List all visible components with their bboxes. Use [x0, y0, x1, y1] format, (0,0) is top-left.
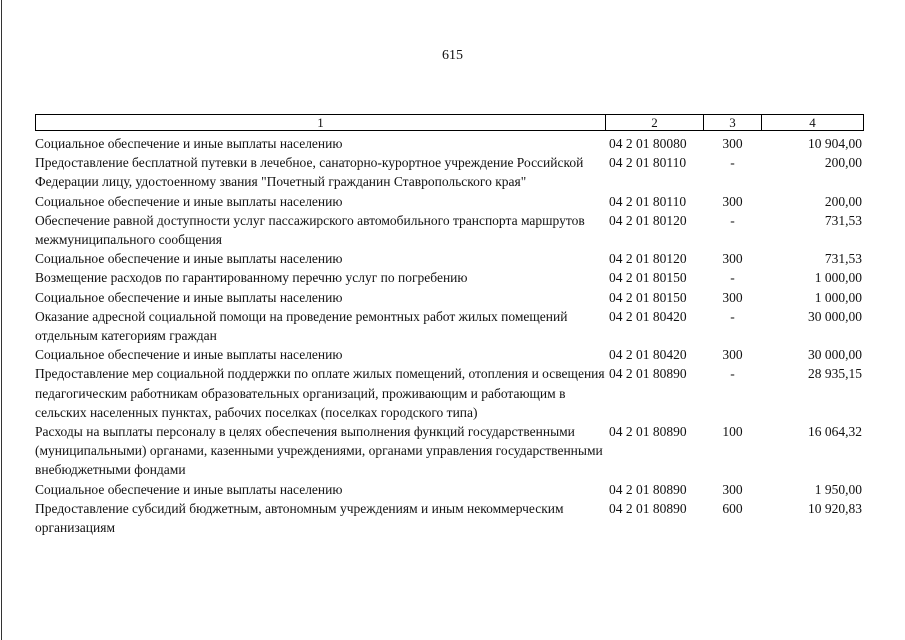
table-row	[35, 134, 864, 153]
row-amount: 200,00	[824, 155, 862, 171]
row-code: 04 2 01 80890	[609, 500, 687, 516]
row-code: 04 2 01 80150	[609, 270, 687, 286]
row-type: 300	[722, 251, 743, 267]
header-col-3: 3	[729, 115, 736, 130]
row-description: Социальное обеспечение и иные выплаты населению	[35, 347, 343, 363]
row-code: 04 2 01 80420	[609, 308, 687, 324]
header-col-4: 4	[809, 115, 816, 130]
row-type: 100	[722, 424, 743, 440]
row-description: Социальное обеспечение и иные выплаты населению	[35, 289, 343, 305]
row-code: 04 2 01 80110	[609, 155, 687, 171]
table-row	[35, 345, 864, 364]
table-row	[35, 288, 864, 307]
table-row	[35, 192, 864, 211]
row-type: 300	[722, 289, 743, 305]
table-row	[35, 211, 864, 249]
row-description: Социальное обеспечение и иные выплаты населению	[35, 193, 343, 209]
table-row	[35, 422, 864, 480]
row-type: 300	[722, 347, 743, 363]
row-description: Социальное обеспечение и иные выплаты населению	[35, 136, 343, 151]
row-description: Расходы на выплаты персоналу в целях обеспечения выполнения функций государственными (муниципальными) органами, казенными учреждениями, органами управления государственными внебюджетными фондами	[35, 424, 603, 478]
table-row	[35, 480, 864, 499]
row-type: 600	[722, 500, 743, 516]
row-amount: 30 000,00	[808, 308, 862, 324]
row-description: Предоставление мер социальной поддержки по оплате жилых помещений, отопления и освещения педагогическим работникам образовательных организаций, проживающим и работающим в сельских населенных пунктах, рабочих поселках (поселках городского типа)	[35, 366, 605, 420]
row-type: 300	[722, 481, 743, 497]
row-description: Социальное обеспечение и иные выплаты населению	[35, 251, 343, 267]
row-amount: 1 950,00	[814, 481, 862, 497]
table-row	[35, 249, 864, 268]
budget-table	[35, 134, 864, 537]
row-amount: 200,00	[824, 193, 862, 209]
row-description: Предоставление субсидий бюджетным, автономным учреждениям и иным некоммерческим организациям	[35, 500, 564, 536]
table-row	[35, 364, 864, 422]
row-code: 04 2 01 80080	[609, 136, 687, 151]
row-amount: 30 000,00	[808, 347, 862, 363]
table-row	[35, 499, 864, 537]
table-row	[35, 153, 864, 191]
row-description: Обеспечение равной доступности услуг пассажирского автомобильного транспорта маршрутов межмуниципального сообщения	[35, 212, 585, 248]
row-type: -	[730, 270, 735, 286]
row-code: 04 2 01 80890	[609, 481, 687, 497]
row-type: 300	[722, 193, 743, 209]
table-row	[35, 268, 864, 287]
row-type: -	[730, 308, 735, 324]
page-number: 615	[442, 48, 463, 63]
row-type: -	[730, 155, 735, 171]
page-left-edge	[1, 0, 2, 640]
row-description: Оказание адресной социальной помощи на проведение ремонтных работ жилых помещений отдельным категориям граждан	[35, 308, 568, 344]
row-amount: 10 904,00	[808, 136, 862, 151]
header-col-1: 1	[317, 115, 324, 130]
row-amount: 16 064,32	[808, 424, 862, 440]
row-code: 04 2 01 80890	[609, 366, 687, 382]
table-header	[35, 114, 864, 131]
row-amount: 1 000,00	[814, 270, 862, 286]
row-description: Возмещение расходов по гарантированному перечню услуг по погребению	[35, 270, 468, 286]
row-code: 04 2 01 80420	[609, 347, 687, 363]
row-description: Предоставление бесплатной путевки в лечебное, санаторно-курортное учреждение Российской Федерации лицу, удостоенному звания "Почетный гражданин Ставропольского края"	[35, 155, 584, 190]
row-amount: 731,53	[824, 212, 862, 228]
table-row	[35, 307, 864, 345]
row-code: 04 2 01 80120	[609, 212, 687, 228]
row-amount: 28 935,15	[808, 366, 862, 382]
row-type: -	[730, 212, 735, 228]
row-code: 04 2 01 80120	[609, 251, 687, 267]
header-col-2: 2	[651, 115, 658, 130]
row-amount: 1 000,00	[814, 289, 862, 305]
row-description: Социальное обеспечение и иные выплаты населению	[35, 481, 343, 497]
row-type: -	[730, 366, 735, 382]
row-code: 04 2 01 80150	[609, 289, 687, 305]
row-type: 300	[722, 136, 743, 151]
row-code: 04 2 01 80110	[609, 193, 687, 209]
row-amount: 10 920,83	[808, 500, 862, 516]
row-amount: 731,53	[824, 251, 862, 267]
row-code: 04 2 01 80890	[609, 424, 687, 440]
